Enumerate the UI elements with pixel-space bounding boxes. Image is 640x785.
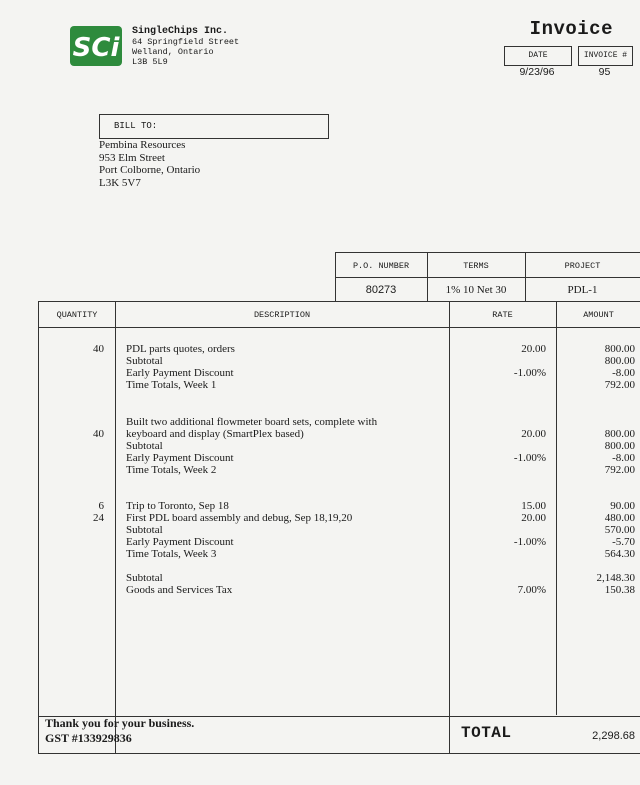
line-item-amount: 800.00 xyxy=(604,355,635,367)
line-item-desc: Subtotal xyxy=(126,572,163,584)
bill-to-line: 953 Elm Street xyxy=(99,151,165,164)
company-postal: L3B 5L9 xyxy=(132,57,168,67)
bill-to-address xyxy=(99,139,200,189)
line-item-desc: PDL parts quotes, orders xyxy=(126,343,235,355)
line-item-rate: 20.00 xyxy=(521,343,546,355)
invoice-number-value: 95 xyxy=(598,66,611,78)
column-header-description: DESCRIPTION xyxy=(253,310,311,320)
logo-text: SCi xyxy=(72,33,120,63)
line-item-qty: 40 xyxy=(93,428,104,440)
line-item-desc: keyboard and display (SmartPlex based) xyxy=(126,428,304,440)
line-item-amount: 2,148.30 xyxy=(596,572,635,584)
terms-label: TERMS xyxy=(463,261,489,271)
column-header-quantity: QUANTITY xyxy=(56,310,98,320)
line-item-amount: -8.00 xyxy=(612,452,635,464)
line-item-desc: Subtotal xyxy=(126,355,163,367)
line-item-desc: Early Payment Discount xyxy=(126,536,234,548)
line-item-desc: Trip to Toronto, Sep 18 xyxy=(126,500,229,512)
line-item-desc: Goods and Services Tax xyxy=(126,584,233,596)
bill-to-label: BILL TO: xyxy=(114,121,158,131)
bill-to-box xyxy=(99,114,329,139)
gst-number: GST #133929836 xyxy=(45,731,132,745)
line-item-qty: 6 xyxy=(98,500,104,512)
line-item-amount: 570.00 xyxy=(604,524,635,536)
date-value: 9/23/96 xyxy=(519,66,555,78)
line-item-desc: Time Totals, Week 1 xyxy=(126,379,217,391)
thank-you-text: Thank you for your business. xyxy=(45,716,195,730)
po-number-label: P.O. NUMBER xyxy=(352,261,410,271)
line-item-amount: 792.00 xyxy=(604,464,635,476)
bill-to-line: Pembina Resources xyxy=(99,139,186,151)
line-item-rate: 20.00 xyxy=(521,428,546,440)
page-title: Invoice xyxy=(529,18,613,40)
line-item-rate: 15.00 xyxy=(521,500,546,512)
line-item-amount: 800.00 xyxy=(604,343,635,355)
column-header-rate: RATE xyxy=(492,310,513,320)
line-item-desc: Subtotal xyxy=(126,440,163,452)
line-item-rate: -1.00% xyxy=(513,367,546,379)
line-item-desc: Subtotal xyxy=(126,524,163,536)
line-item-rate: -1.00% xyxy=(513,452,546,464)
company-info xyxy=(132,27,239,67)
date-label: DATE xyxy=(504,46,572,66)
bill-to-line: L3K 5V7 xyxy=(99,176,141,189)
company-name: SingleChips Inc. xyxy=(132,26,229,37)
line-item-amount: -5.70 xyxy=(612,536,635,548)
project-label: PROJECT xyxy=(564,261,601,271)
line-item-rate: 20.00 xyxy=(521,512,546,524)
line-item-desc: Early Payment Discount xyxy=(126,452,234,464)
line-item-amount: 792.00 xyxy=(604,379,635,391)
line-item-amount: 564.30 xyxy=(604,548,635,560)
company-logo xyxy=(70,26,122,66)
terms-value: 1% 10 Net 30 xyxy=(445,284,507,296)
line-item-desc: Time Totals, Week 2 xyxy=(126,464,217,476)
bill-to-line: Port Colborne, Ontario xyxy=(99,164,201,176)
po-number-value: 80273 xyxy=(365,284,397,296)
line-item-amount: 800.00 xyxy=(604,428,635,440)
company-address-2: Welland, Ontario xyxy=(132,47,214,57)
line-item-amount: 480.00 xyxy=(604,512,635,524)
total-label: TOTAL xyxy=(461,724,512,742)
line-item-amount: -8.00 xyxy=(612,367,635,379)
line-item-qty: 40 xyxy=(93,343,104,355)
invoice-number-label: INVOICE # xyxy=(578,46,633,66)
line-item-amount: 90.00 xyxy=(610,500,635,512)
line-item-desc: Built two additional flowmeter board sets, complete with xyxy=(126,416,378,428)
line-item-amount: 150.38 xyxy=(604,584,635,596)
total-value: 2,298.68 xyxy=(592,730,635,742)
column-header-amount: AMOUNT xyxy=(583,310,614,320)
line-item-rate: -1.00% xyxy=(513,536,546,548)
project-value: PDL-1 xyxy=(567,284,598,296)
line-item-rate: 7.00% xyxy=(517,584,546,596)
line-item-qty: 24 xyxy=(93,512,104,524)
line-item-amount: 800.00 xyxy=(604,440,635,452)
line-item-desc: Time Totals, Week 3 xyxy=(126,548,217,560)
line-item-desc: Early Payment Discount xyxy=(126,367,234,379)
line-item-desc: First PDL board assembly and debug, Sep 18,19,20 xyxy=(126,512,353,524)
order-info-table xyxy=(335,252,640,302)
company-address-1: 64 Springfield Street xyxy=(132,37,240,47)
